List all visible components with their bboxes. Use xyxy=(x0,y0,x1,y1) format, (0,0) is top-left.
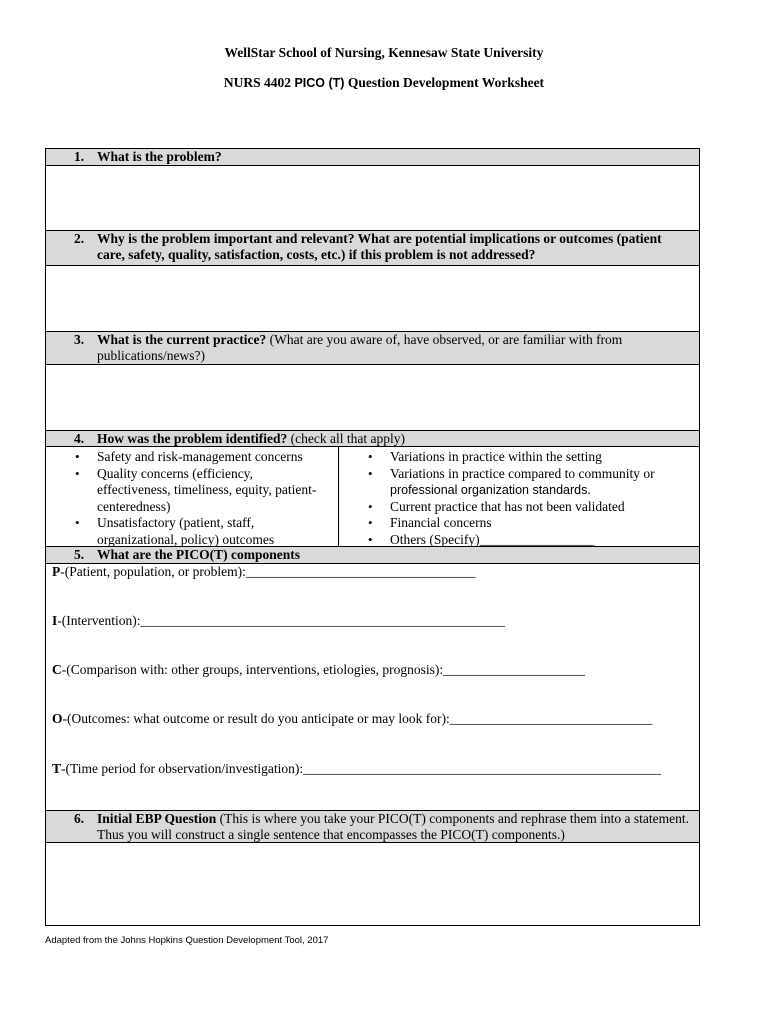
question-4-number: 4. xyxy=(74,431,85,446)
question-3-bold: What is the current practice? xyxy=(97,332,267,347)
checklist-item[interactable] xyxy=(46,515,338,532)
pico-p-field[interactable] xyxy=(52,564,475,580)
question-5-number: 5. xyxy=(74,547,85,562)
checklist-item-continuation xyxy=(46,499,338,516)
checklist-item-label: Safety and risk-management concerns xyxy=(97,449,303,464)
question-6-answer-area[interactable] xyxy=(45,842,700,926)
pico-i-label: -(Intervention):______________________________________________________ xyxy=(57,613,505,628)
pico-c-letter: C xyxy=(52,662,62,677)
question-1-text: What is the problem? xyxy=(97,149,222,164)
checklist-item[interactable] xyxy=(339,449,699,466)
pico-o-letter: O xyxy=(52,711,63,726)
bullet-icon: • xyxy=(75,465,80,481)
question-1-number: 1. xyxy=(74,149,85,164)
checklist-right-column xyxy=(339,449,699,548)
checklist-item-label: Unsatisfactory (patient, staff, xyxy=(97,515,255,530)
question-3-header xyxy=(45,331,700,365)
checklist-item-continuation xyxy=(339,482,699,499)
checklist-item-label: Quality concerns (efficiency, xyxy=(97,465,253,481)
pico-i-field[interactable] xyxy=(52,613,505,629)
pico-t-label: -(Time period for observation/investigation):_____________________________________________________ xyxy=(61,761,661,776)
question-4-checklist xyxy=(45,446,700,547)
checklist-item[interactable] xyxy=(339,466,699,483)
pico-i-letter: I xyxy=(52,613,58,628)
pico-t-field[interactable] xyxy=(52,761,661,777)
question-6-bold: Initial EBP Question xyxy=(97,811,217,826)
question-2-answer-area[interactable] xyxy=(45,265,700,332)
pico-o-field[interactable] xyxy=(52,711,652,727)
question-6-number: 6. xyxy=(74,811,85,826)
checklist-item-label: organizational, policy) outcomes xyxy=(97,531,275,547)
subtitle-prefix: NURS 4402 xyxy=(223,75,295,90)
question-2-number: 2. xyxy=(74,231,85,246)
bullet-icon: • xyxy=(368,449,373,464)
checklist-item[interactable] xyxy=(46,466,338,483)
question-4-text xyxy=(97,431,691,447)
question-6-note: (This is where you take your PICO(T) components and rephrase them into a statement. Thus you will construct a single sentence that encompasses the PICO(T) components.) xyxy=(97,811,690,842)
pico-c-field[interactable] xyxy=(52,662,585,678)
page-subtitle xyxy=(0,75,768,91)
subtitle-pico: PICO (T) xyxy=(294,76,345,90)
pico-o-label: -(Outcomes: what outcome or result do you anticipate or may look for):______________________________ xyxy=(62,711,653,726)
question-6-header xyxy=(45,810,700,843)
question-1-header xyxy=(45,148,700,166)
checklist-item-label: Financial concerns xyxy=(390,515,492,530)
pico-p-label: -(Patient, population, or problem):__________________________________ xyxy=(60,564,476,579)
bullet-icon: • xyxy=(75,515,80,530)
bullet-icon: • xyxy=(75,449,80,464)
pico-t-letter: T xyxy=(52,761,62,776)
page-title: WellStar School of Nursing, Kennesaw State University xyxy=(224,45,544,60)
bullet-icon: • xyxy=(368,465,373,481)
checklist-left-column xyxy=(46,449,338,548)
checklist-item-label: Variations in practice compared to community or xyxy=(390,465,655,481)
question-2-text: Why is the problem important and relevant? What are potential implications or outcomes (patient care, safety, quality, satisfaction, costs, etc.) if this problem is not addressed? xyxy=(97,231,662,262)
pico-p-letter: P xyxy=(52,564,61,579)
question-4-note: (check all that apply) xyxy=(287,431,405,446)
question-5-text: What are the PICO(T) components xyxy=(97,547,300,562)
question-2-header xyxy=(45,230,700,266)
pico-c-label: -(Comparison with: other groups, interventions, etiologies, prognosis):_____________________ xyxy=(61,662,585,677)
question-1-answer-area[interactable] xyxy=(45,165,700,231)
checklist-item-label: Variations in practice within the setting xyxy=(390,449,602,464)
question-4-bold: How was the problem identified? xyxy=(97,431,288,446)
footer-note: Adapted from the Johns Hopkins Question Development Tool, 2017 xyxy=(45,935,329,946)
bullet-icon: • xyxy=(368,498,373,514)
checklist-item-label: centeredness) xyxy=(97,498,171,514)
checklist-item-continuation xyxy=(46,482,338,499)
bullet-icon: • xyxy=(368,515,373,530)
question-5-header xyxy=(45,546,700,564)
pico-components-area xyxy=(45,563,700,811)
checklist-item[interactable] xyxy=(339,499,699,516)
bullet-icon: • xyxy=(368,531,373,547)
question-4-header xyxy=(45,430,700,447)
question-3-note: (What are you aware of, have observed, or are familiar with from publications/news?) xyxy=(97,332,623,363)
checklist-item-label: Others (Specify)_________________ xyxy=(390,531,595,547)
question-3-number: 3. xyxy=(74,332,85,347)
subtitle-suffix: Question Development Worksheet xyxy=(344,75,545,90)
question-6-text xyxy=(97,811,691,843)
checklist-item-label: Current practice that has not been validated xyxy=(390,498,625,514)
question-3-answer-area[interactable] xyxy=(45,364,700,431)
checklist-item-label: effectiveness, timeliness, equity, patient- xyxy=(97,482,317,497)
question-3-text xyxy=(97,332,691,364)
checklist-item[interactable] xyxy=(339,515,699,532)
checklist-item-label: professional organization standards. xyxy=(390,483,591,497)
checklist-item[interactable] xyxy=(46,449,338,466)
